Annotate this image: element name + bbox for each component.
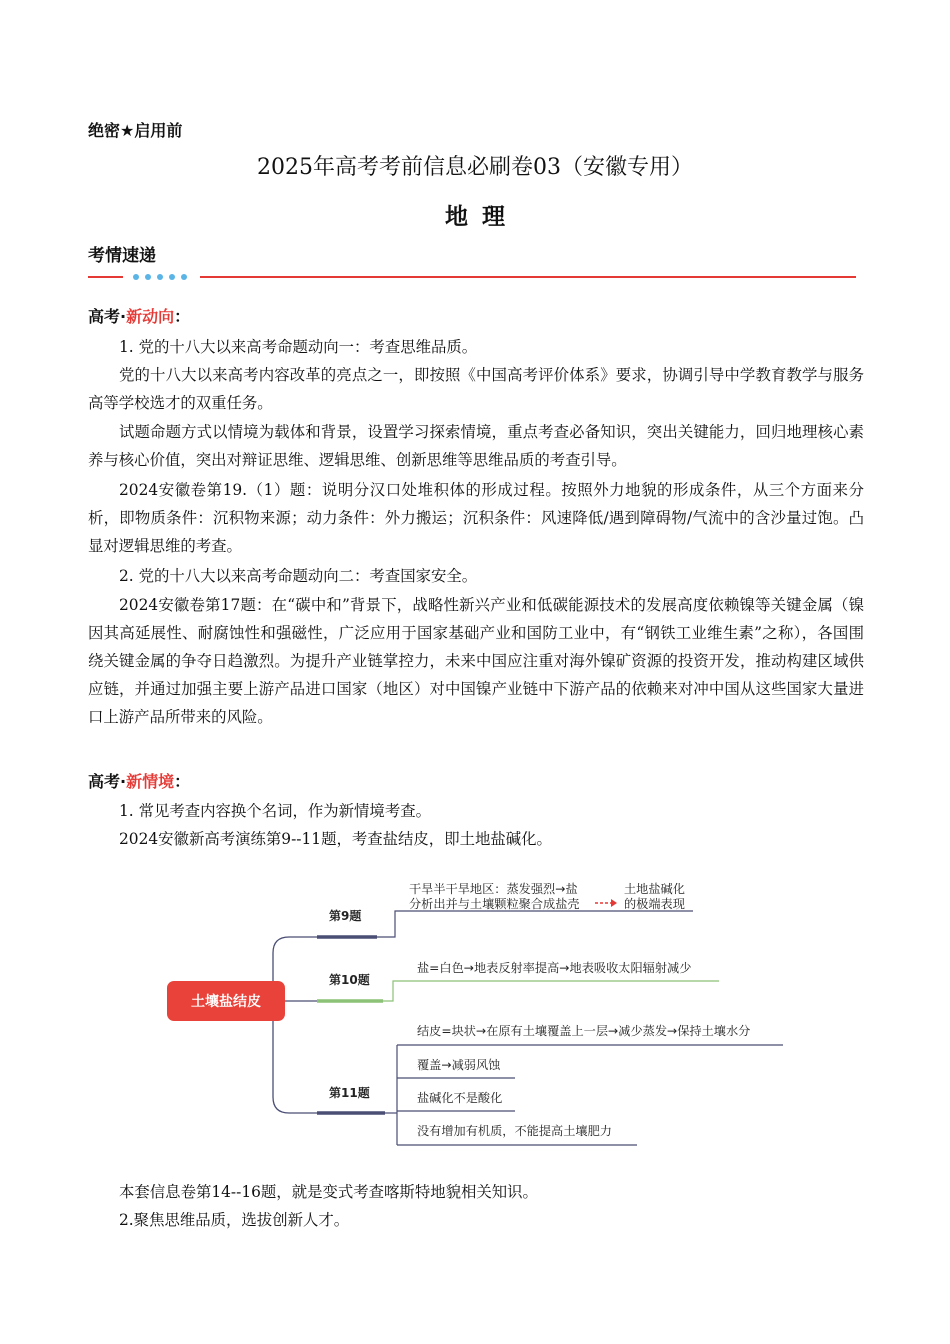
- exam-title: 2025年高考考前信息必刷卷03（安徽专用）: [257, 155, 693, 180]
- divider-left: [88, 276, 123, 278]
- divider-dot: [145, 274, 151, 280]
- confidential-label: 绝密★启用前: [88, 121, 183, 140]
- paragraph: 党的十八大以来高考内容改革的亮点之一，即按照《中国高考评价体系》要求，协调引导中学教育教学与服务高等学校选才的双重任务。: [88, 366, 864, 412]
- heading-suffix: ：: [174, 307, 191, 326]
- arrow-right-icon: [611, 899, 617, 907]
- paragraph: 1. 党的十八大以来高考命题动向一：考查思维品质。: [119, 338, 478, 356]
- divider-right: [200, 276, 856, 278]
- section-new-trends-heading: [88, 304, 190, 327]
- heading-suffix: ：: [174, 772, 191, 791]
- heading-highlight: 新情境: [126, 772, 175, 791]
- q10-label: 第10题: [329, 973, 370, 987]
- paragraph: 2024安徽卷第19.（1）题：说明分汉口处堆积体的形成过程。按照外力地貌的形成条件，从三个方面来分析，即物质条件：沉积物来源；动力条件：外力搬运；沉积条件：风速降低/遇到障碍物/气流中的含沙量过饱。凸显对逻辑思维的考查。: [88, 481, 864, 555]
- divider-dot: [157, 274, 163, 280]
- root-label: 土壤盐结皮: [191, 994, 261, 1010]
- q11-item: 结皮=块状→在原有土壤覆盖上一层→减少蒸发→保持土壤水分: [417, 1024, 751, 1038]
- paragraph: 2. 党的十八大以来高考命题动向二：考查国家安全。: [119, 567, 478, 585]
- q10-connector: [383, 981, 719, 1001]
- divider-dot: [169, 274, 175, 280]
- salt-crust-mindmap: [165, 875, 805, 1155]
- paragraph: 2.聚焦思维品质，选拔创新人才。: [119, 1211, 350, 1229]
- heading-prefix: 高考·: [88, 772, 127, 791]
- q9-connector: [377, 911, 693, 937]
- q9-label: 第9题: [329, 909, 362, 923]
- q9-result-line2: 的极端表现: [624, 897, 685, 911]
- section-overview-heading: 考情速递: [88, 246, 156, 266]
- branch-connector: [273, 937, 377, 1001]
- divider-dot: [181, 274, 187, 280]
- q9-result-line1: 土地盐碱化: [624, 882, 685, 896]
- q9-text-line1: 干旱半干旱地区：蒸发强烈→盐: [409, 882, 578, 896]
- heading-highlight: 新动向: [126, 307, 175, 326]
- paragraph: 2024安徽卷第17题：在“碳中和”背景下，战略性新兴产业和低碳能源技术的发展高度依赖镍等关键金属（镍因其高延展性、耐腐蚀性和强磁性，广泛应用于国家基础产业和国防工业中，有“钢铁工业维生素”之称），各国围绕关键金属的争夺日趋激烈。为提升产业链掌控力，未来中国应注重对海外镍矿资源的投资开发，推动构建区域供应链，并通过加强主要上游产品进口国家（地区）对中国镍产业链中下游产品的依赖来对冲中国从这些国家大量进口上游产品所带来的风险。: [88, 596, 864, 726]
- paragraph: 本套信息卷第14--16题，就是变式考查喀斯特地貌相关知识。: [119, 1183, 538, 1201]
- q9-text-line2: 分析出并与土壤颗粒聚合成盐壳: [409, 897, 580, 911]
- paragraph: 试题命题方式以情境为载体和背景，设置学习探索情境，重点考查必备知识，突出关键能力，回归地理核心素养与核心价值，突出对辩证思维、逻辑思维、创新思维等思维品质的考查引导。: [88, 423, 864, 469]
- subject-title: 地理: [445, 204, 519, 230]
- q10-text: 盐=白色→地表反射率提高→地表吸收太阳辐射减少: [417, 961, 692, 975]
- q11-item: 盐碱化不是酸化: [417, 1091, 503, 1105]
- q11-item: 没有增加有机质，不能提高土壤肥力: [417, 1124, 612, 1138]
- q11-label: 第11题: [329, 1086, 370, 1100]
- divider-dot: [133, 274, 139, 280]
- section-new-context-heading: [88, 769, 190, 792]
- paragraph: 2024安徽新高考演练第9--11题，考查盐结皮，即土地盐碱化。: [119, 830, 552, 848]
- paragraph: 1. 常见考查内容换个名词，作为新情境考查。: [119, 802, 431, 820]
- q11-item: 覆盖→减弱风蚀: [417, 1058, 501, 1072]
- heading-prefix: 高考·: [88, 307, 127, 326]
